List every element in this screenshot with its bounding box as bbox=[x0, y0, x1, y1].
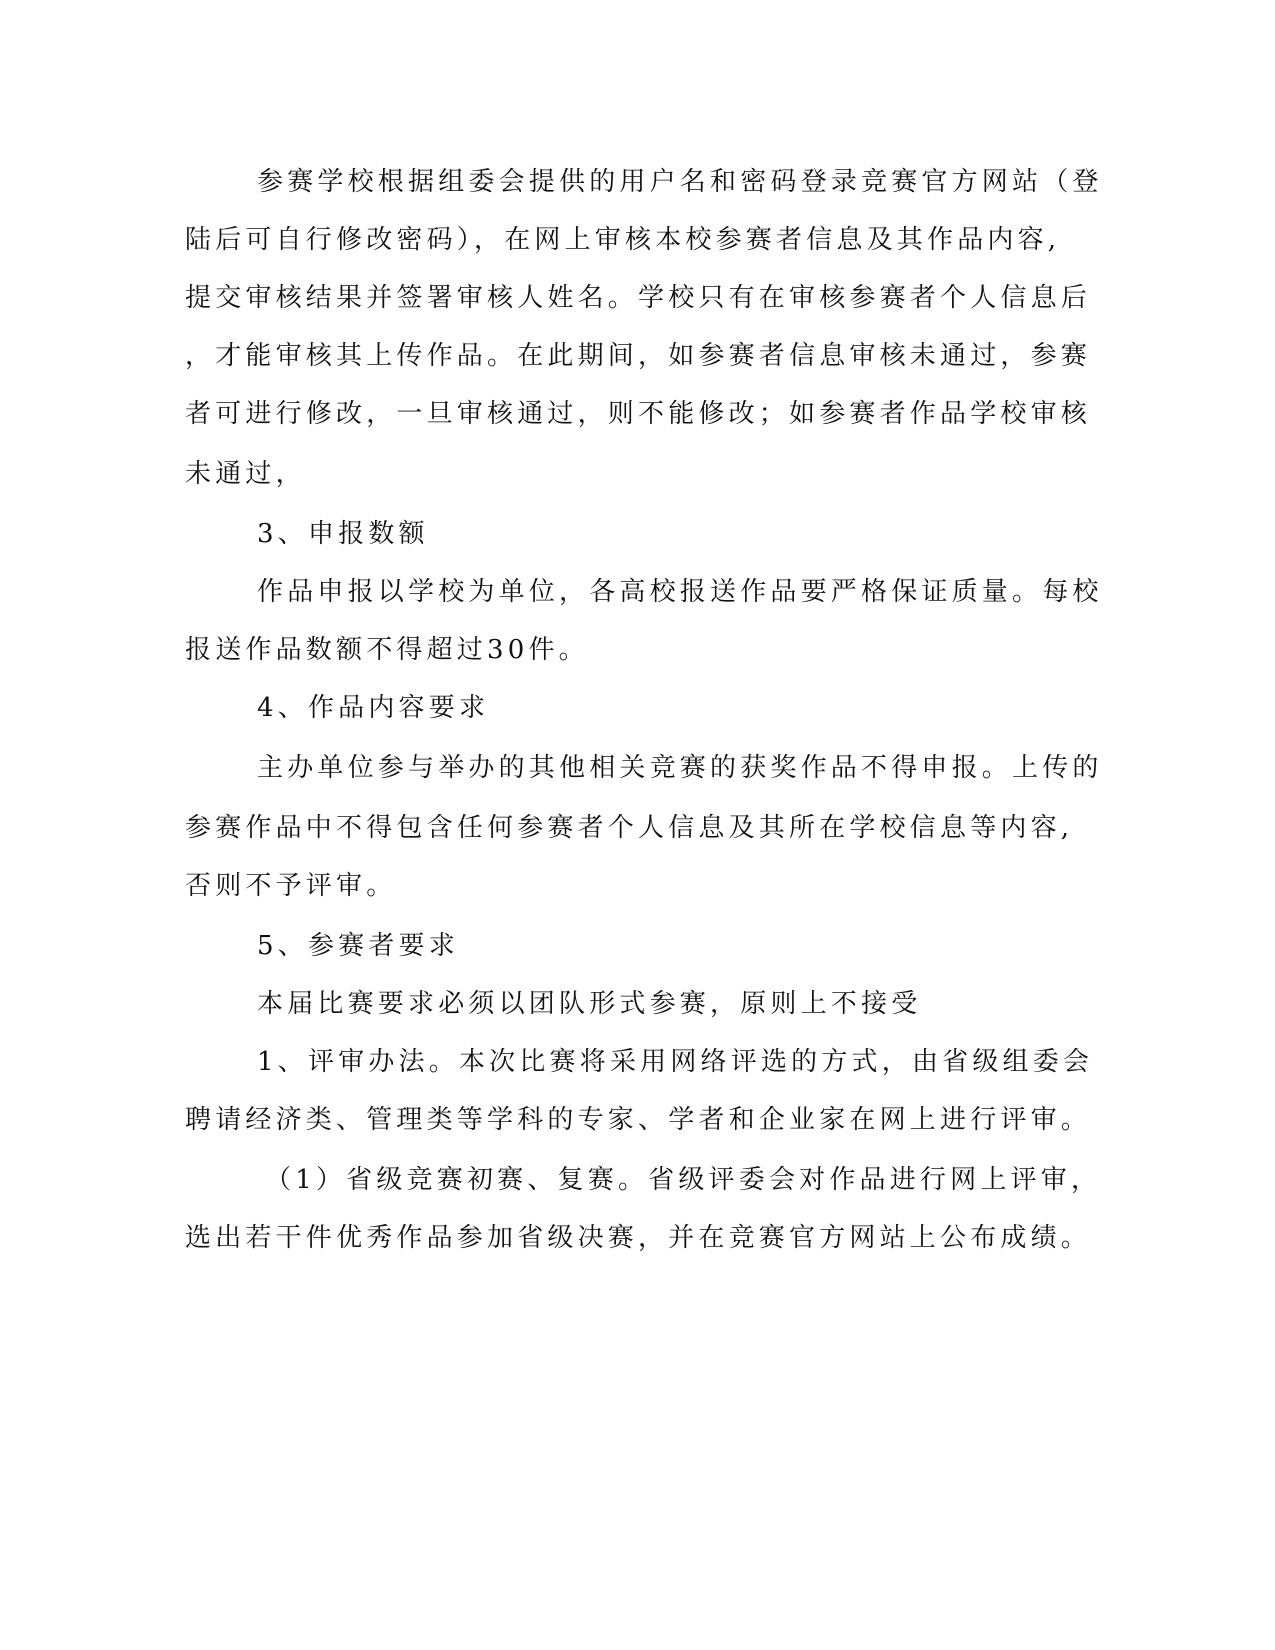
section-heading: 4、作品内容要求 bbox=[257, 693, 490, 723]
paragraph-line: （1）省级竞赛初赛、复赛。省级评委会对作品进行网上评审， bbox=[265, 1165, 1102, 1195]
paragraph-line: 本届比赛要求必须以团队形式参赛，原则上不接受 bbox=[257, 989, 922, 1019]
paragraph-line: 否则不予评审。 bbox=[185, 871, 397, 901]
paragraph-line: 参赛学校根据组委会提供的用户名和密码登录竞赛官方网站（登 bbox=[257, 167, 1103, 197]
paragraph-line: 陆后可自行修改密码），在网上审核本校参赛者信息及其作品内容, bbox=[185, 225, 1061, 255]
section-heading: 5、参赛者要求 bbox=[257, 931, 459, 961]
paragraph-line: 报送作品数额不得超过30件。 bbox=[185, 635, 589, 665]
paragraph-line: 选出若干件优秀作品参加省级决赛，并在竞赛官方网站上公布成绩。 bbox=[185, 1223, 1092, 1253]
paragraph-line: 作品申报以学校为单位，各高校报送作品要严格保证质量。每校 bbox=[257, 577, 1103, 607]
paragraph-line: 未通过， bbox=[185, 459, 306, 489]
paragraph-line: 1、评审办法。本次比赛将采用网络评选的方式，由省级组委会 bbox=[257, 1047, 1094, 1077]
section-heading: 3、申报数额 bbox=[257, 519, 429, 549]
paragraph-line: 主办单位参与举办的其他相关竞赛的获奖作品不得申报。上传的 bbox=[257, 753, 1103, 783]
paragraph-line: 参赛作品中不得包含任何参赛者个人信息及其所在学校信息等内容, bbox=[185, 813, 1074, 843]
paragraph-line: ，才能审核其上传作品。在此期间，如参赛者信息审核未通过，参赛 bbox=[185, 341, 1092, 371]
paragraph-line: 提交审核结果并签署审核人姓名。学校只有在审核参赛者个人信息后 bbox=[185, 283, 1092, 313]
paragraph-line: 聘请经济类、管理类等学科的专家、学者和企业家在网上进行评审。 bbox=[185, 1105, 1092, 1135]
paragraph-line: 者可进行修改，一旦审核通过，则不能修改；如参赛者作品学校审核 bbox=[185, 399, 1092, 429]
